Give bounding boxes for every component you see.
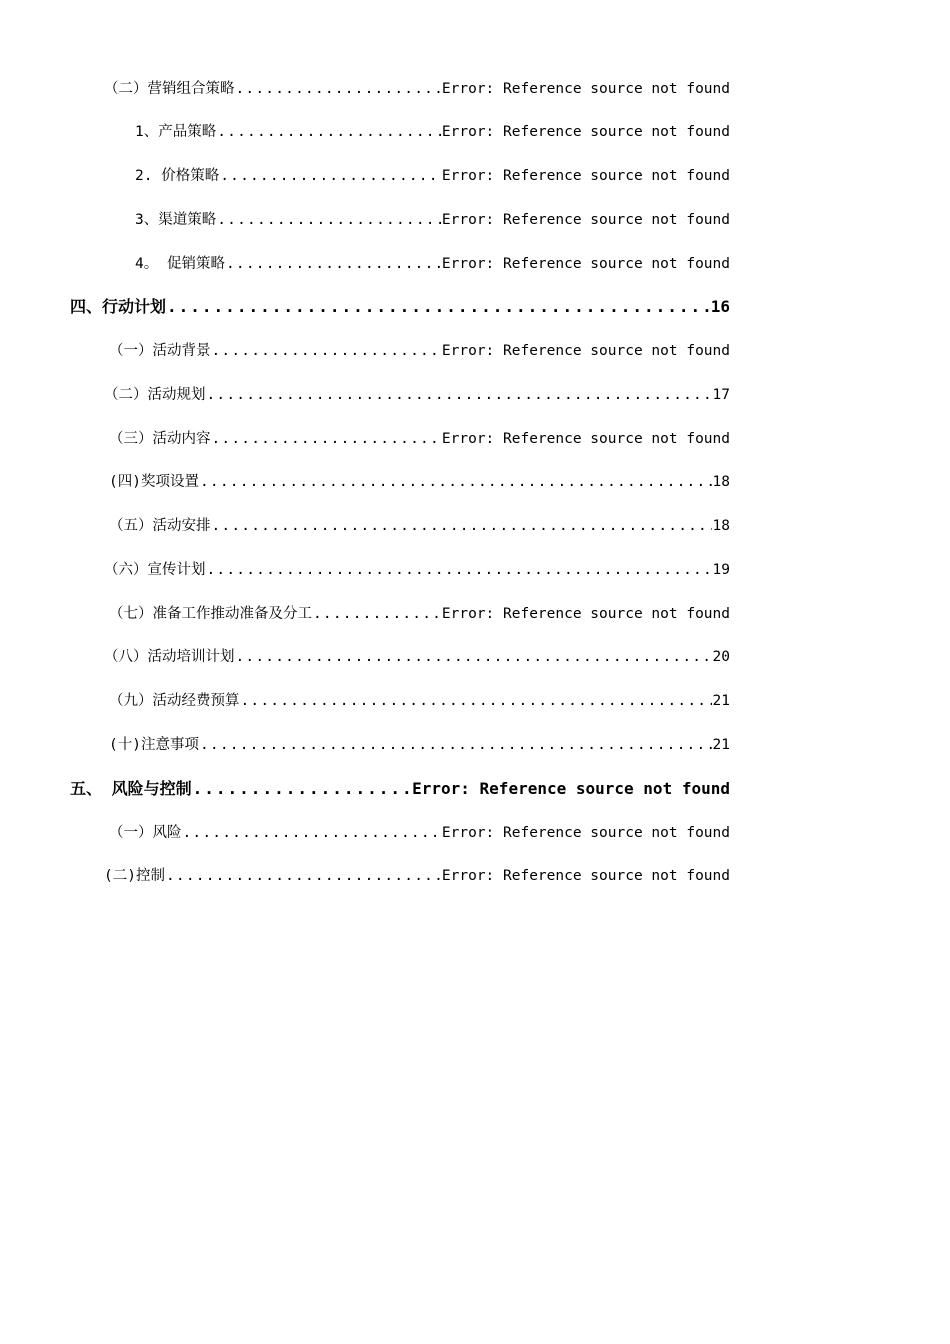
toc-leader xyxy=(313,604,441,624)
toc-entry-title: （一）活动背景 xyxy=(109,343,211,359)
toc-entry-title: 四、行动计划 xyxy=(70,297,167,316)
toc-entry[interactable] xyxy=(135,210,730,230)
toc-entry[interactable] xyxy=(109,341,730,361)
toc-entry-title: （二）活动规划 xyxy=(104,387,206,403)
toc-entry[interactable] xyxy=(109,429,730,449)
toc-leader xyxy=(207,560,712,580)
toc-leader xyxy=(236,79,441,99)
toc-entry-page: Error: Reference source not found xyxy=(441,168,730,184)
toc-entry-title: （八）活动培训计划 xyxy=(104,649,235,665)
toc-entry[interactable] xyxy=(104,79,730,99)
toc-entry-page: Error: Reference source not found xyxy=(441,81,730,97)
toc-entry-page: Error: Reference source not found xyxy=(441,124,730,140)
toc-entry-title: （一）风险 xyxy=(109,825,182,841)
toc-entry[interactable] xyxy=(135,166,730,186)
toc-leader xyxy=(193,779,411,799)
toc-leader xyxy=(212,341,441,361)
toc-leader xyxy=(167,297,710,317)
toc-leader xyxy=(212,516,712,536)
toc-entry-page: Error: Reference source not found xyxy=(441,606,730,622)
toc-entry-title: （六）宣传计划 xyxy=(104,562,206,578)
toc-entry-title: （五）活动安排 xyxy=(109,518,211,534)
toc-entry-page: 18 xyxy=(712,518,730,534)
toc-leader xyxy=(220,166,441,186)
toc-entry-page: 21 xyxy=(712,693,730,709)
toc-entry-page: Error: Reference source not found xyxy=(441,212,730,228)
toc-entry[interactable] xyxy=(135,122,730,142)
toc-entry-page: Error: Reference source not found xyxy=(441,343,730,359)
toc-entry-title: (四)奖项设置 xyxy=(109,474,199,490)
toc-leader xyxy=(226,254,441,274)
toc-leader xyxy=(236,647,712,667)
toc-entry-title: (二)控制 xyxy=(104,868,165,884)
toc-entry[interactable] xyxy=(109,604,730,624)
toc-entry-title: （二）营销组合策略 xyxy=(104,81,235,97)
toc-entry-heading[interactable] xyxy=(70,297,730,317)
toc-entry-page: 17 xyxy=(712,387,730,403)
toc-leader xyxy=(166,866,441,886)
toc-entry-title: (十)注意事项 xyxy=(109,737,199,753)
toc-entry-page: Error: Reference source not found xyxy=(412,779,730,798)
toc-entry-page: Error: Reference source not found xyxy=(441,431,730,447)
toc-entry-page: 18 xyxy=(712,474,730,490)
toc-leader xyxy=(217,210,441,230)
toc-entry[interactable] xyxy=(109,823,730,843)
toc-entry[interactable] xyxy=(135,254,730,274)
toc-leader xyxy=(241,691,712,711)
toc-entry-title: 五、 风险与控制 xyxy=(70,779,192,798)
toc-entry[interactable] xyxy=(104,560,730,580)
toc-leader xyxy=(200,735,712,755)
toc-entry-title: （七）准备工作推动准备及分工 xyxy=(109,606,312,622)
toc-entry-title: （三）活动内容 xyxy=(109,431,211,447)
toc-entry-title: 4。 促销策略 xyxy=(135,256,225,272)
toc-entry[interactable] xyxy=(104,385,730,405)
toc-leader xyxy=(217,122,441,142)
toc-entry-title: 3、渠道策略 xyxy=(135,212,217,228)
toc-leader xyxy=(207,385,712,405)
toc-entry-title: 2. 价格策略 xyxy=(135,168,220,184)
toc-entry-title: （九）活动经费预算 xyxy=(109,693,240,709)
toc-entry-page: 20 xyxy=(712,649,730,665)
toc-entry-page: 16 xyxy=(710,297,730,316)
toc-entry-heading[interactable] xyxy=(70,779,730,799)
toc-entry-page: 21 xyxy=(712,737,730,753)
toc-entry-page: Error: Reference source not found xyxy=(441,868,730,884)
toc-entry[interactable] xyxy=(109,516,730,536)
toc-entry-page: Error: Reference source not found xyxy=(441,256,730,272)
toc-entry[interactable] xyxy=(104,647,730,667)
toc-entry[interactable] xyxy=(109,735,730,755)
toc-leader xyxy=(212,429,441,449)
toc-entry[interactable] xyxy=(104,866,730,886)
toc-entry[interactable] xyxy=(109,691,730,711)
toc-entry-page: Error: Reference source not found xyxy=(441,825,730,841)
toc-entry-title: 1、产品策略 xyxy=(135,124,217,140)
toc-entry-page: 19 xyxy=(712,562,730,578)
toc-entry[interactable] xyxy=(109,472,730,492)
toc-leader xyxy=(183,823,441,843)
toc-leader xyxy=(200,472,712,492)
